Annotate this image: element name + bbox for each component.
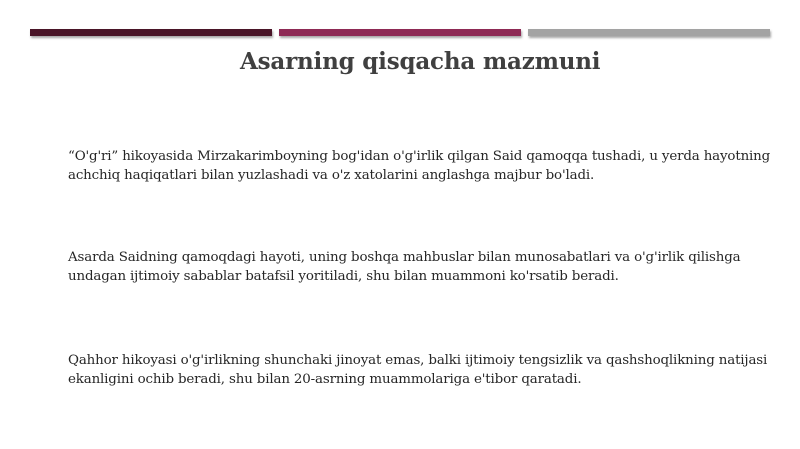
decorative-bar-gray (528, 29, 770, 36)
decorative-bar-magenta (279, 29, 521, 36)
paragraph-2: Asarda Saidning qamoqdagi hayoti, uning boshqa mahbuslar bilan munosabatlari va o'g'irlik qilishga undagan ijtimoiy sabablar batafsil yoritiladi, shu bilan muammoni ko'rsatib beradi. (68, 250, 741, 284)
paragraph-1: “O'g'ri” hikoyasida Mirzakarimboyning bog'idan o'g'irlik qilgan Said qamoqqa tushadi, u yerda hayotning achchiq haqiqatlari bilan yuzlashadi va o'z xatolarini anglashga majbur bo'ladi. (68, 149, 771, 183)
decorative-bar-dark (30, 29, 272, 36)
slide-title: Asarning qisqacha mazmuni (240, 48, 601, 75)
paragraph-3: Qahhor hikoyasi o'g'irlikning shunchaki jinoyat emas, balki ijtimoiy tengsizlik va qashshoqlikning natijasi ekanligini ochib beradi, shu bilan 20-asrning muammolariga e'tibor qaratadi. (68, 353, 768, 387)
